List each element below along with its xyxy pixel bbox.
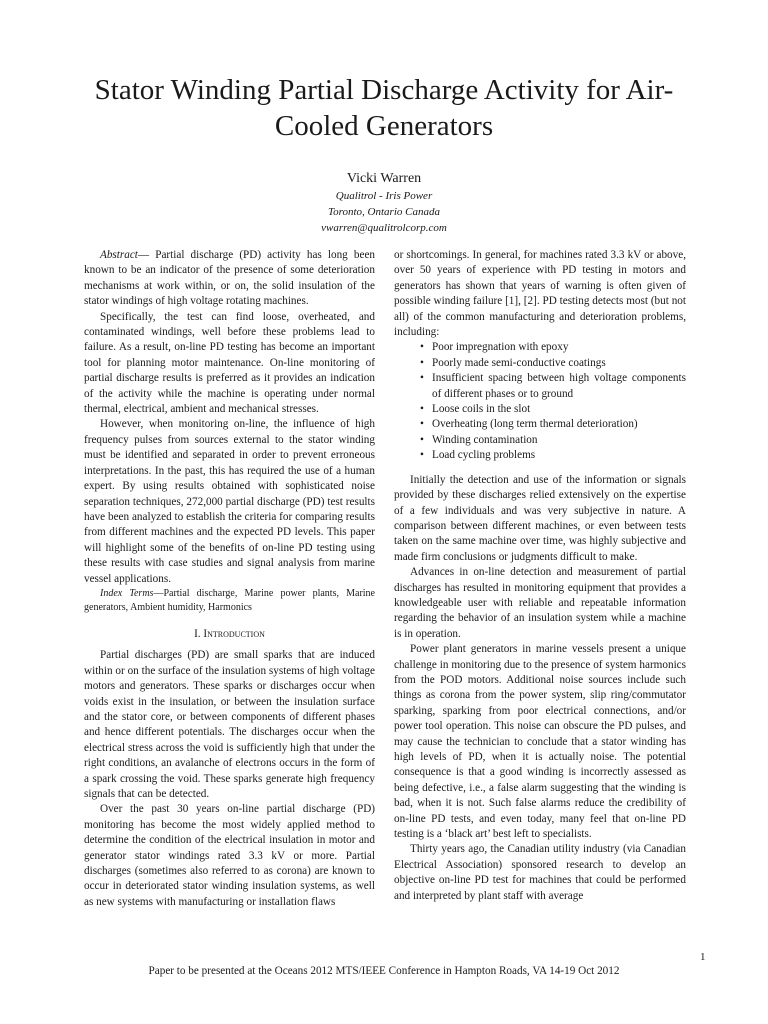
author-name: Vicki Warren [346,171,422,186]
index-terms-label: Index Terms [100,587,154,599]
page-number: 1 [700,951,706,963]
list-item: • Insufficient spacing between high voltage components of different phases or to ground [420,372,686,400]
abstract-paragraph-2: Specifically, the test can find loose, overheated, and contaminated windings, well before these problems lead to failure. As a result, on-line PD testing has become an important tool for planning motor maintenance. On-line monitoring of partial discharge results is preferred as it provides an indication of the activity while the machine is operating under normal thermal, electrical, ambient and mechanical stresses. [84,310,375,416]
intro-paragraph-2: Over the past 30 years on-line partial discharge (PD) monitoring has become the most widely applied method to determine the condition of the electrical insulation in motor and generator stator windings rated 3.3 kV or more. Partial discharges (sometimes also referred to as corona) are known to occur in deteriorated stator winding insulation systems, as well as new systems with manufacturing or installation flaws [84,803,375,908]
abstract-text-1: — Partial discharge (PD) activity has long been known to be an indicator of the presence of some deterioration mechanisms at work within, or on, the solid insulation of the stator windings of high voltage rotating machines. [84,249,375,308]
list-item: • Poor impregnation with epoxy [420,340,686,355]
bullet-icon: • [420,449,424,462]
right-column [394,248,686,904]
intro-paragraph-1: Partial discharges (PD) are small sparks that are induced within or on the surface of the insulation systems of high voltage motors and generators. These sparks or discharges occur when voids exist in the insulation, or between the insulation surface and the stator core, or between components of different phases and hence different potentials. The discharges occur when the electrical stress across the void is sufficiently high that under the right conditions, an avalanche of electrons occurs in the form of a spark crossing the void. These sparks generate high frequency signals that can be detected. [84,649,375,800]
abstract-paragraph-3: However, when monitoring on-line, the influence of high frequency pulses from sources external to the stator winding must be identified and separated in order to prevent erroneous interpretations. In the past, this has required the use of a human expert. By using results obtained with sophisticated noise separation techniques, 272,000 partial discharge (PD) test results have been analyzed to establish the criteria for comparing results from different machines and the expected PD levels. This paper will highlight some of the benefits of on-line PD testing using these results with case studies and signal analysis from marine vessel applications. [84,418,375,585]
index-terms [84,587,375,615]
body-paragraph-3: Power plant generators in marine vessels present a unique challenge in monitoring due to the presence of system harmonics from the POD motors. Additional noise sources include such things as corona from the power system, slip ring/commutator sparking, sparking from poor electrical connections, and/or power tool operation. This noise can obscure the PD pulses, and may cause the technician to conclude that a stator winding has high levels of PD, when it is actually noise. The potential consequence is that a good winding is incorrectly assessed as being defective, i.e., a false alarm suggesting that the winding is bad, when it is not. Such false alarms reduce the credibility of on-line PD tests, and even today, many feel that on-line PD testing is a ‘black art’ best left to specialists. [394,643,686,841]
section-heading-introduction: I. Introduction [194,627,265,640]
bullet-icon: • [420,433,424,446]
affiliation-email: vwarren@qualitrolcorp.com [321,222,447,234]
left-column [84,248,375,910]
paper-title: Stator Winding Partial Discharge Activity for Air-Cooled Generators [94,74,674,142]
bullet-icon: • [420,341,424,354]
bullet-icon: • [420,372,424,385]
body-paragraph-1: Initially the detection and use of the information or signals provided by these discharges relied extensively on the expertise of a few individuals and was very subjective in nature. A comparison between different machines, or even between tests taken on the same machine over time, was highly subjective and made firm conclusions or judgments difficult to make. [394,473,686,563]
list-item: • Loose coils in the slot [420,402,686,417]
index-terms-text: —Partial discharge, Marine power plants, Marine generators, Ambient humidity, Harmonics [84,587,375,613]
affiliation-location: Toronto, Ontario Canada [328,206,440,218]
body-paragraph-4: Thirty years ago, the Canadian utility industry (via Canadian Electrical Association) sponsored research to develop an objective on-line PD test for machines that could be performed and interpreted by plant staff with average [394,843,686,902]
bullet-icon: • [420,356,424,369]
body-paragraph-2: Advances in on-line detection and measurement of partial discharges has resulted in monitoring equipment that provides a knowledgeable user with reliable and repeatable information regarding the behavior of an insulation system while a machine is in operation. [394,566,686,640]
abstract-label: Abstract [100,249,138,261]
list-item: • Load cycling problems [420,448,686,463]
affiliation-org: Qualitrol - Iris Power [335,190,433,202]
list-item: • Overheating (long term thermal deterioration) [420,417,686,432]
bullet-icon: • [420,418,424,431]
list-item: • Winding contamination [420,433,686,448]
list-item: • Poorly made semi-conductive coatings [420,356,686,371]
problems-list [394,340,686,463]
continued-paragraph: or shortcomings. In general, for machines rated 3.3 kV or above, over 50 years of experience with PD testing in motors and generators has shown that years of warning is often given of possible winding failure [1], [2]. PD testing detects most (but not all) of the common manufacturing and deterioration problems, including: [394,249,686,339]
bullet-icon: • [420,403,424,416]
conference-footer: Paper to be presented at the Oceans 2012 MTS/IEEE Conference in Hampton Roads, VA 14-19 Oct 2012 [148,965,620,977]
abstract-paragraph-1 [84,248,375,310]
